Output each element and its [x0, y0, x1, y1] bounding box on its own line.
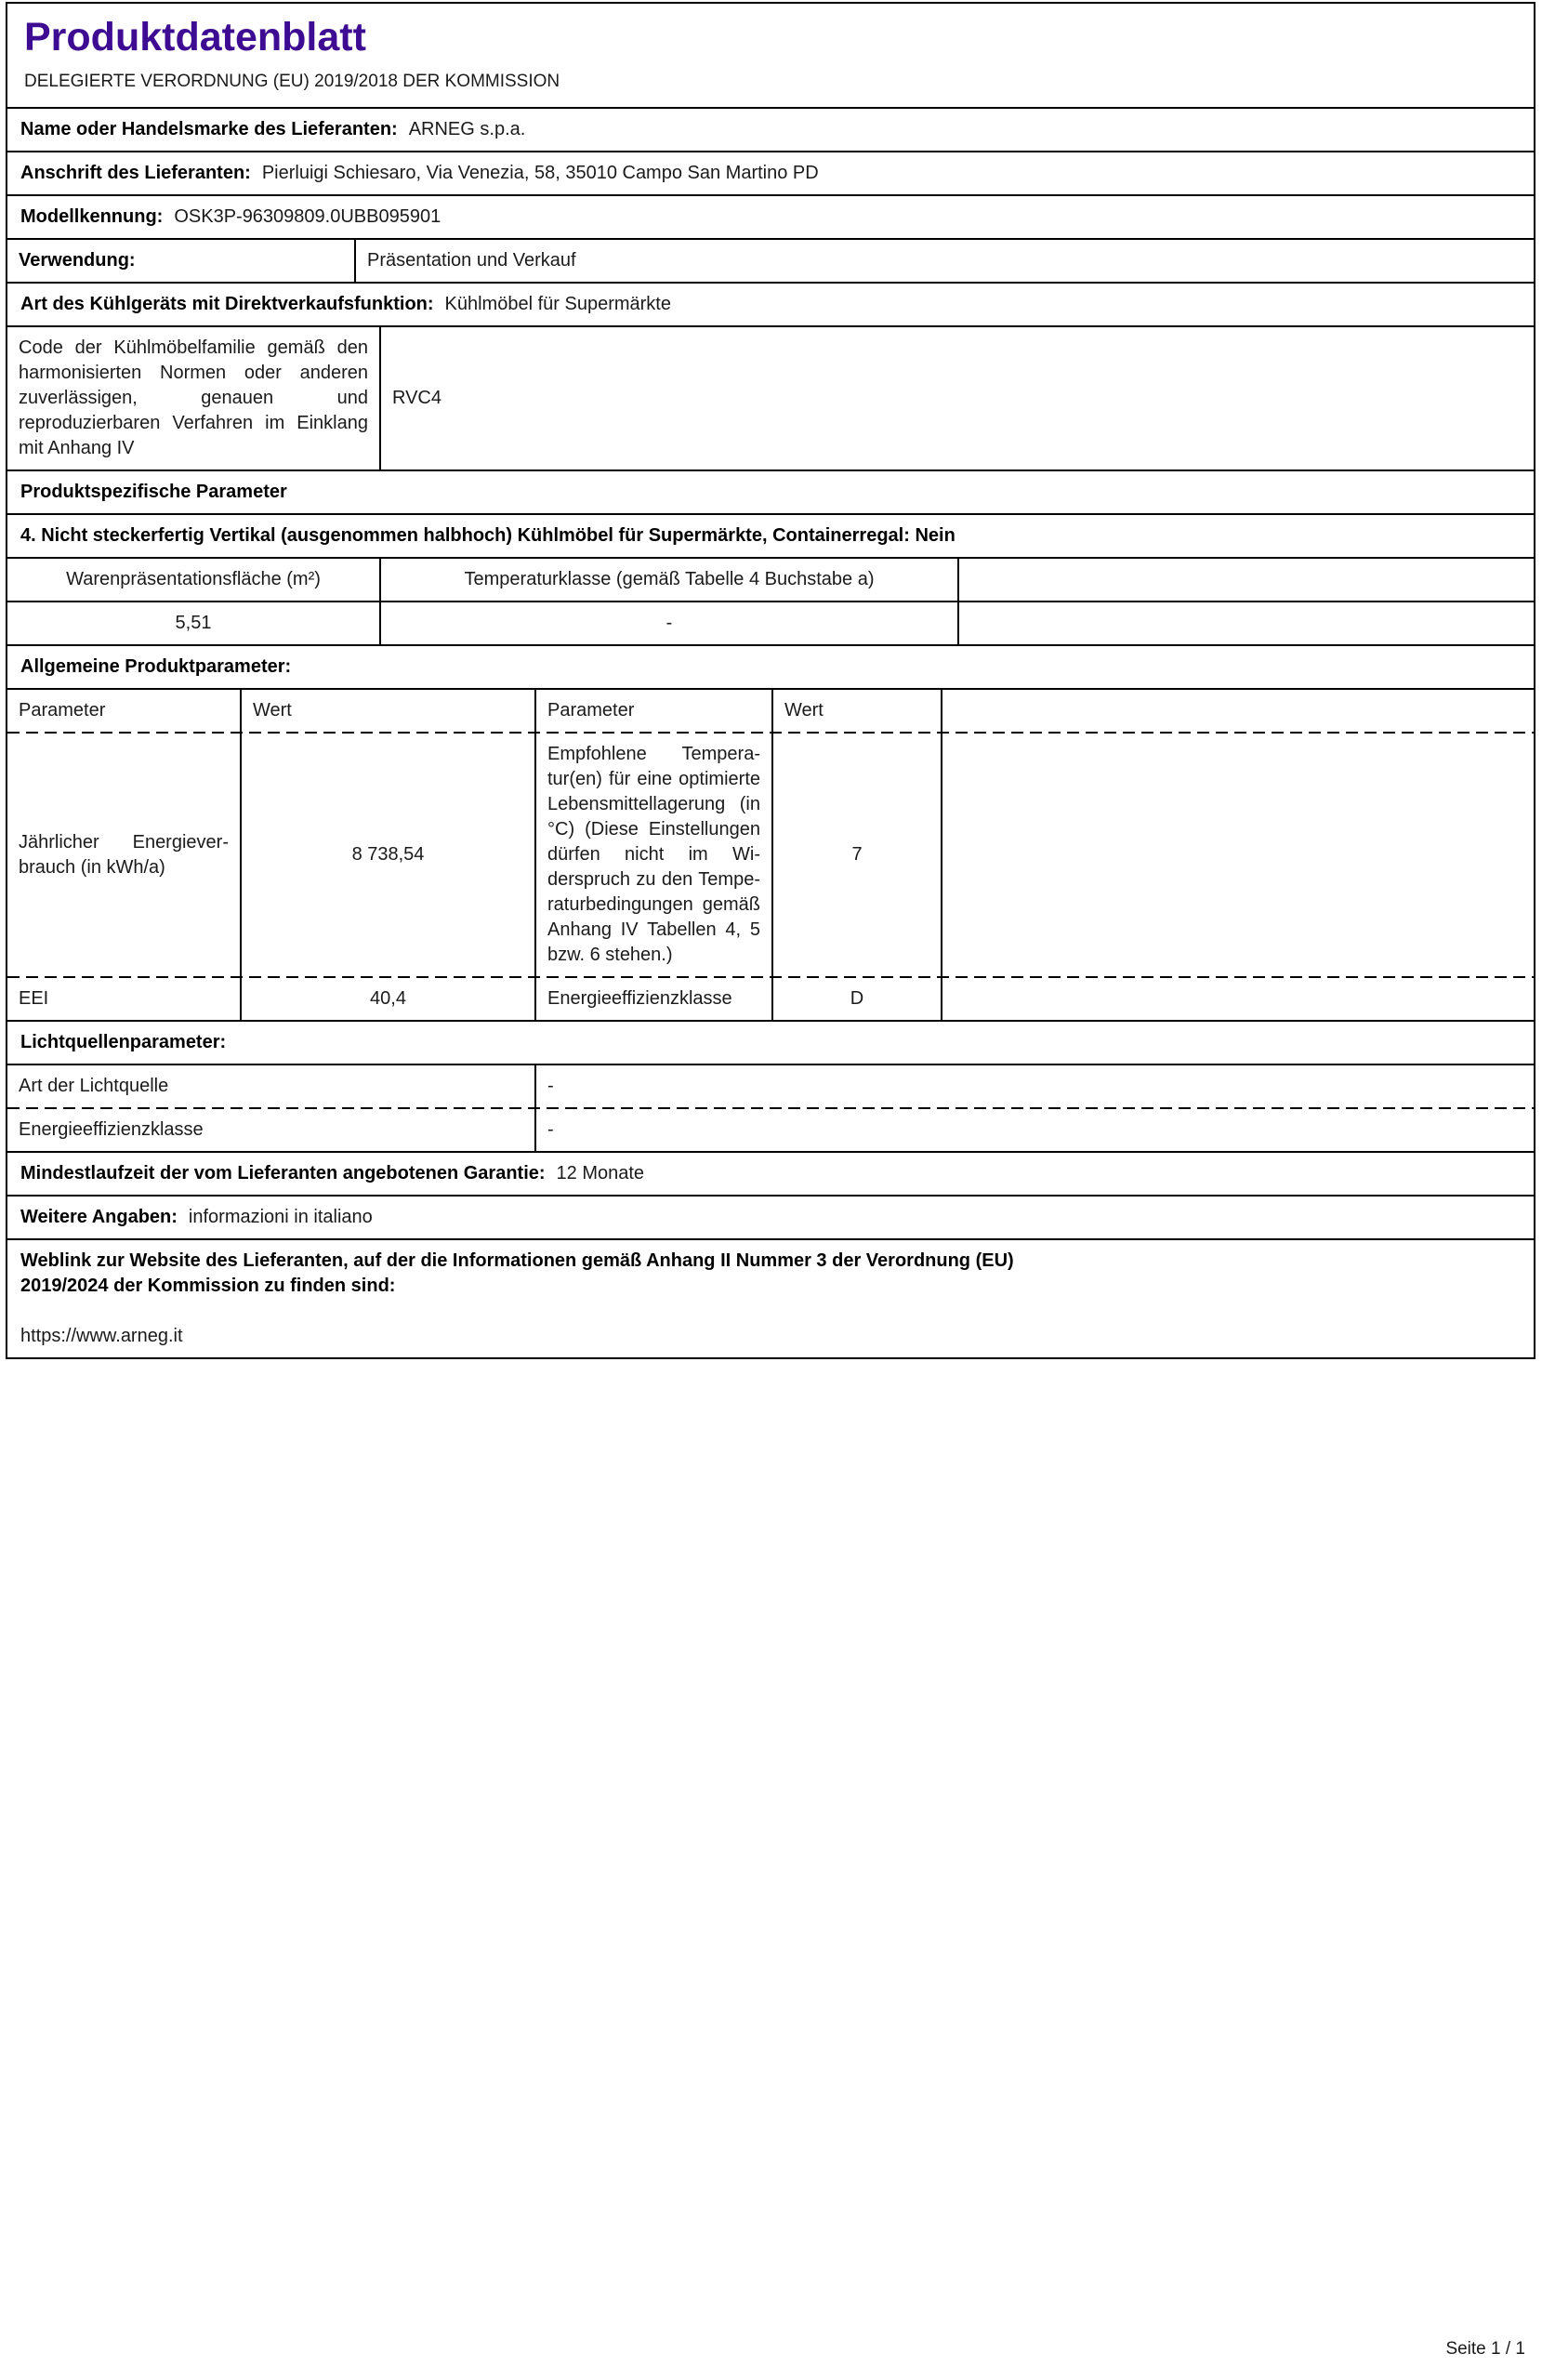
col-header-parameter-1: Parameter [19, 700, 106, 721]
section-title-general-params: Allgemeine Produktparameter: [20, 656, 292, 677]
recommended-temp-value: 7 [771, 734, 941, 976]
document-header [7, 4, 1534, 107]
warranty-label: Mindestlaufzeit der vom Lieferanten angebotenen Garantie: [20, 1163, 546, 1183]
recommended-temp-label: Empfohlene Temperatur(en) für eine optimierte Lebensmittellagerung (in °C) (Diese Einstellungen dürfen nicht im Widerspruch zu den Temperaturbedingungen gemäß Anhang IV Tabellen 4, 5 bzw. 6 stehen.) [534, 734, 771, 976]
regulation-subtitle: DELEGIERTE VERORDNUNG (EU) 2019/2018 DER KOMMISSION [24, 72, 560, 91]
supplier-address-value: Pierluigi Schiesaro, Via Venezia, 58, 35010 Campo San Martino PD [261, 163, 819, 183]
light-energy-class-row [7, 1109, 1534, 1151]
weblink-label: Weblink zur Website des Lieferanten, auf der die Informationen gemäß Anhang II Nummer 3 der Verordnung (EU) 2019/2024 der Kommission zu finden sind: [20, 1250, 1014, 1296]
additional-info-row [7, 1197, 1534, 1238]
document-table [6, 2, 1535, 1359]
display-area-value: 5,51 [175, 613, 212, 633]
appliance-type-row [7, 284, 1534, 325]
family-code-value: RVC4 [392, 388, 442, 408]
light-source-type-value: - [534, 1065, 1534, 1107]
col-header-parameter-2: Parameter [534, 690, 771, 732]
supplier-weblink[interactable]: https://www.arneg.it [20, 1326, 183, 1346]
eei-value: 40,4 [240, 978, 534, 1020]
display-area-header: Warenpräsentationsfläche (m²) [66, 569, 321, 589]
energy-class-value: D [771, 978, 941, 1020]
empty-cell [941, 690, 1534, 732]
light-energy-class-label: Energieeffizienzklasse [19, 1119, 204, 1140]
temp-class-value: - [379, 602, 957, 644]
eei-label: EEI [19, 988, 49, 1009]
use-value-cell [354, 240, 1534, 282]
appliance-type-value: Kühlmöbel für Supermärkte [444, 294, 671, 314]
area-temp-header-row [7, 559, 1534, 601]
use-label-cell [7, 240, 354, 282]
section-title-light-params: Lichtquellenparameter: [20, 1032, 227, 1052]
additional-info-value: informazioni in italiano [188, 1207, 373, 1227]
annual-energy-value: 8 738,54 [240, 734, 534, 976]
section-title-product-specific: Produktspezifische Parameter [20, 482, 287, 502]
col-header-wert-2: Wert [771, 690, 941, 732]
additional-info-label: Weitere Angaben: [20, 1207, 178, 1227]
warranty-row [7, 1153, 1534, 1195]
family-code-row [7, 327, 1534, 469]
empty-cell [941, 734, 1534, 976]
empty-cell [941, 978, 1534, 1020]
temp-class-header: Temperaturklasse (gemäß Tabelle 4 Buchstabe a) [379, 559, 957, 601]
light-energy-class-value: - [534, 1109, 1534, 1151]
warranty-value: 12 Monate [556, 1163, 645, 1183]
category-line: 4. Nicht steckerfertig Vertikal (ausgenommen halbhoch) Kühlmöbel für Supermärkte, Containerregal: Nein [20, 525, 956, 546]
model-id-row [7, 196, 1534, 238]
appliance-type-label: Art des Kühlgeräts mit Direktverkaufsfunktion: [20, 294, 434, 314]
use-value: Präsentation und Verkauf [367, 250, 576, 271]
supplier-name-row [7, 109, 1534, 151]
use-row [7, 240, 1534, 282]
annual-energy-label: Jährlicher Energieverbrauch (in kWh/a) [19, 831, 229, 878]
params-header-row [7, 690, 1534, 732]
empty-cell [957, 602, 1534, 644]
supplier-address-row [7, 152, 1534, 194]
page-title: Produktdatenblatt [24, 15, 366, 60]
light-source-type-row [7, 1065, 1534, 1107]
weblink-row [7, 1240, 1534, 1357]
family-code-value-cell [379, 327, 1534, 469]
supplier-name-label: Name oder Handelsmarke des Lieferanten: [20, 119, 398, 139]
page-number: Seite 1 / 1 [1445, 2339, 1525, 2359]
supplier-address-label: Anschrift des Lieferanten: [20, 163, 251, 183]
empty-cell [957, 559, 1534, 601]
eei-row [7, 978, 1534, 1020]
family-code-label: Code der Kühlmöbelfamilie gemäß den harmonisierten Normen oder anderen zuverlässigen, genauen und reproduzierbaren Verfahren im Einklang mit Anhang IV [19, 337, 368, 458]
energy-class-label: Energieeffizienzklasse [534, 978, 771, 1020]
light-source-type-label: Art der Lichtquelle [19, 1076, 169, 1096]
supplier-name-value: ARNEG s.p.a. [408, 119, 526, 139]
annual-energy-row [7, 734, 1534, 976]
model-id-label: Modellkennung: [20, 206, 164, 227]
use-label: Verwendung: [19, 250, 136, 271]
col-header-wert-1: Wert [240, 690, 534, 732]
model-id-value: OSK3P-96309809.0UBB095901 [174, 206, 442, 227]
area-temp-value-row [7, 602, 1534, 644]
